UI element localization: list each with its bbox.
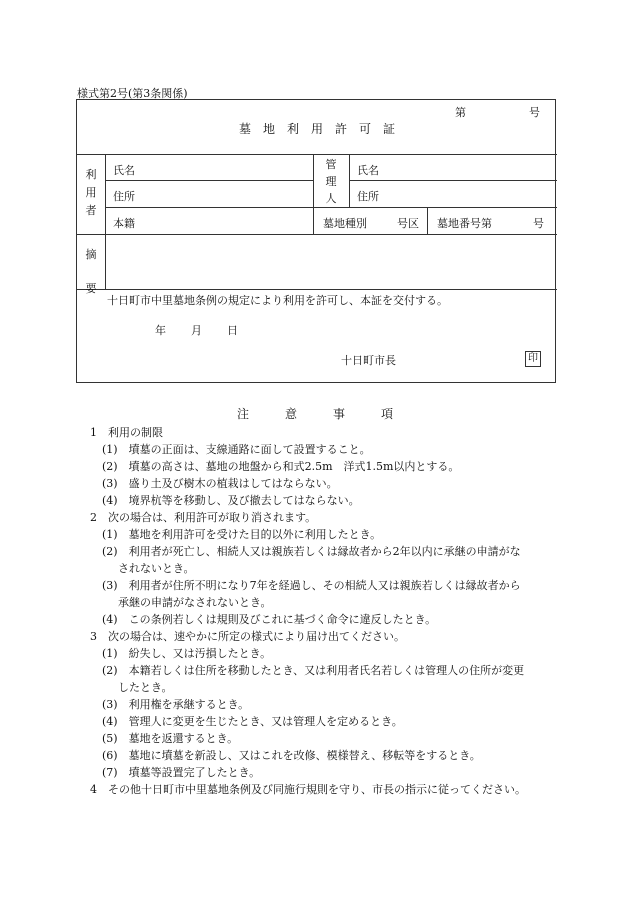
plot-number-label: 墓地番号第 [437, 217, 492, 230]
note-heading-2: 2 次の場合は、利用許可が取り消されます。 [90, 511, 317, 524]
note-item: (6) 墓地に墳墓を新設し、又はこれを改修、模様替え、移転等をするとき。 [102, 749, 481, 762]
date-day-label: 日 [227, 324, 238, 337]
row-divider-2 [105, 207, 557, 208]
mayor-title: 十日町市長 [341, 354, 396, 367]
manager-name-label: 氏名 [357, 164, 379, 177]
plot-ward-label: 号区 [397, 217, 419, 230]
summary-label: 摘 要 [85, 248, 97, 295]
form-title: 墓 地 利 用 許 可 証 [238, 122, 395, 136]
note-item-continuation: 承継の申請がなされないとき。 [118, 596, 272, 609]
note-item-continuation: したとき。 [118, 681, 173, 694]
manager-row-divider-1 [349, 180, 557, 181]
user-name-label: 氏名 [113, 164, 135, 177]
plot-type-label: 墓地種別 [323, 217, 367, 230]
note-heading-4: 4 その他十日町市中里墓地条例及び同施行規則を守り、市長の指示に従ってください。 [90, 783, 526, 796]
manager-label-divider [349, 154, 350, 207]
grant-statement: 十日町市中里墓地条例の規定により利用を許可し、本証を交付する。 [107, 294, 448, 307]
row-divider-3 [77, 234, 557, 235]
plot-column-divider [427, 207, 428, 234]
note-item: (1) 紛失し、又は汚損したとき。 [102, 647, 272, 660]
manager-side-label: 管 理 人 [325, 158, 337, 205]
user-address-label: 住所 [113, 190, 135, 203]
note-item: (2) 利用者が死亡し、相続人又は親族若しくは縁故者から2年以内に承継の申請がな [102, 545, 521, 558]
date-month-label: 月 [191, 324, 202, 337]
label-column-divider [105, 154, 106, 289]
seal-mark: 印 [525, 351, 541, 367]
note-heading-1: 1 利用の制限 [90, 426, 163, 439]
note-item: (1) 墓地を利用許可を受けた目的以外に利用したとき。 [102, 528, 382, 541]
permit-number-go: 号 [529, 106, 540, 119]
permit-form-table [76, 99, 556, 383]
user-honseki-label: 本籍 [113, 217, 135, 230]
header-divider [77, 154, 557, 155]
note-item: (2) 本籍若しくは住所を移動したとき、又は利用者氏名若しくは管理人の住所が変更 [102, 664, 525, 677]
note-item: (2) 墳墓の高さは、墓地の地盤から和式2.5m 洋式1.5m以内とする。 [102, 460, 460, 473]
notes-title: 注 意 事 項 [236, 407, 393, 421]
note-item: (3) 利用者が住所不明になり7年を経過し、その相続人又は親族若しくは縁故者から [102, 579, 521, 592]
date-year-label: 年 [155, 324, 166, 337]
note-item: (4) 管理人に変更を生じたとき、又は管理人を定めるとき。 [102, 715, 403, 728]
note-item-continuation: されないとき。 [118, 562, 195, 575]
user-side-label: 利 用 者 [85, 168, 97, 217]
note-heading-3: 3 次の場合は、速やかに所定の様式により届け出てください。 [90, 630, 405, 643]
plot-go-label: 号 [533, 217, 544, 230]
user-row-divider-1 [105, 180, 313, 181]
note-item: (5) 墓地を返還するとき。 [102, 732, 239, 745]
manager-address-label: 住所 [357, 190, 379, 203]
note-item: (4) 境界杭等を移動し、及び撤去してはならない。 [102, 494, 360, 507]
note-item: (4) この条例若しくは規則及びこれに基づく命令に違反したとき。 [102, 613, 437, 626]
note-item: (3) 盛り土及び樹木の植栽はしてはならない。 [102, 477, 338, 490]
permit-number-dai: 第 [455, 106, 466, 119]
middle-column-divider [313, 154, 314, 234]
row-divider-4 [77, 289, 557, 290]
form-number-label: 様式第2号(第3条関係) [77, 87, 188, 100]
note-item: (7) 墳墓等設置完了したとき。 [102, 766, 261, 779]
note-item: (1) 墳墓の正面は、支線通路に面して設置すること。 [102, 443, 371, 456]
note-item: (3) 利用権を承継するとき。 [102, 698, 250, 711]
